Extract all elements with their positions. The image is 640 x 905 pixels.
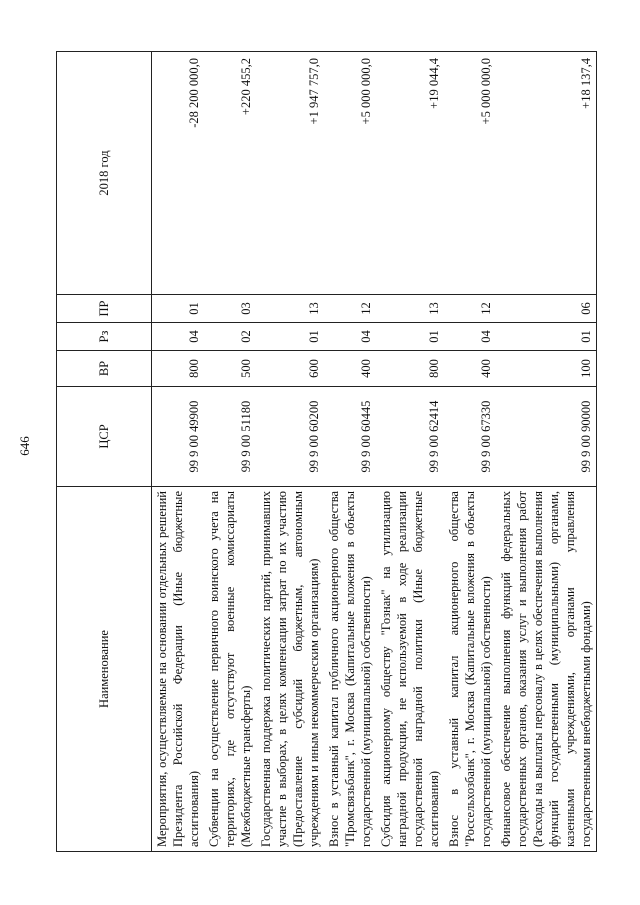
row-rz: 04 xyxy=(152,323,205,351)
row-pr: 06 xyxy=(496,295,597,323)
row-csr: 99 9 00 49900 xyxy=(152,387,205,487)
row-vr: 400 xyxy=(444,351,496,387)
table-row xyxy=(204,52,256,852)
budget-table xyxy=(56,51,597,852)
row-vr: 500 xyxy=(204,351,256,387)
row-rz: 01 xyxy=(376,323,444,351)
row-vr: 600 xyxy=(256,351,324,387)
row-csr: 99 9 00 90000 xyxy=(496,387,597,487)
row-amount: +220 455,2 xyxy=(204,52,256,295)
row-rz: 04 xyxy=(444,323,496,351)
header-pr: ПР xyxy=(57,295,152,323)
row-name: Государственная поддержка политических партий, принимавших участие в выборах, в целях компенсации затрат по их участию (Предоставление субсидий бюджетным, автономным учреждениям и иным некоммерческим организациям) xyxy=(256,487,324,852)
header-name: Наименование xyxy=(57,487,152,852)
row-vr: 100 xyxy=(496,351,597,387)
budget-table-sheet xyxy=(56,52,593,852)
table-header-row xyxy=(57,52,152,852)
row-pr: 12 xyxy=(444,295,496,323)
row-csr: 99 9 00 67330 xyxy=(444,387,496,487)
row-name: Взнос в уставный капитал публичного акционерного общества "Промсвязьбанк", г. Москва (Капитальные вложения в объекты государственной (муниципальной) собственности) xyxy=(324,487,376,852)
row-pr: 13 xyxy=(376,295,444,323)
row-pr: 12 xyxy=(324,295,376,323)
table-row xyxy=(256,52,324,852)
row-vr: 400 xyxy=(324,351,376,387)
row-name: Взнос в уставный капитал акционерного общества "Россельхозбанк", г. Москва (Капитальные вложения в объекты государственной (муниципальной) собственности) xyxy=(444,487,496,852)
row-name: Мероприятия, осуществляемые на основании отдельных решений Президента Российской Федерации (Иные бюджетные ассигнования) xyxy=(152,487,205,852)
row-amount: +5 000 000,0 xyxy=(444,52,496,295)
header-amount: 2018 год xyxy=(57,52,152,295)
row-amount: +18 137,4 xyxy=(496,52,597,295)
table-row xyxy=(444,52,496,852)
row-csr: 99 9 00 62414 xyxy=(376,387,444,487)
row-rz: 04 xyxy=(324,323,376,351)
row-vr: 800 xyxy=(152,351,205,387)
row-pr: 03 xyxy=(204,295,256,323)
row-vr: 800 xyxy=(376,351,444,387)
row-pr: 13 xyxy=(256,295,324,323)
row-csr: 99 9 00 51180 xyxy=(204,387,256,487)
header-rz: Рз xyxy=(57,323,152,351)
row-amount: +1 947 757,0 xyxy=(256,52,324,295)
page-number: 646 xyxy=(17,436,32,456)
row-rz: 01 xyxy=(496,323,597,351)
table-row xyxy=(376,52,444,852)
row-name: Субвенции на осуществление первичного воинского учета на территориях, где отсутствуют военные комиссариаты (Межбюджетные трансферты) xyxy=(204,487,256,852)
header-csr: ЦСР xyxy=(57,387,152,487)
row-rz: 02 xyxy=(204,323,256,351)
row-csr: 99 9 00 60445 xyxy=(324,387,376,487)
table-row xyxy=(496,52,597,852)
header-vr: ВР xyxy=(57,351,152,387)
table-row xyxy=(324,52,376,852)
row-name: Финансовое обеспечение выполнения функций федеральных государственных органов, оказания услуг и выполнения работ (Расходы на выплаты персоналу в целях обеспечения выполнения функций государственными (муниципальными) органами, казенными учреждениями, органами управления государственными внебюджетными фондами) xyxy=(496,487,597,852)
row-pr: 01 xyxy=(152,295,205,323)
row-amount: +5 000 000,0 xyxy=(324,52,376,295)
row-name: Субсидия акционерному обществу "Гознак" на утилизацию наградной продукции, не используемой в ходе реализации государственной наградной политики (Иные бюджетные ассигнования) xyxy=(376,487,444,852)
row-rz: 01 xyxy=(256,323,324,351)
table-row xyxy=(152,52,205,852)
row-csr: 99 9 00 60200 xyxy=(256,387,324,487)
row-amount: +19 044,4 xyxy=(376,52,444,295)
row-amount: -28 200 000,0 xyxy=(152,52,205,295)
